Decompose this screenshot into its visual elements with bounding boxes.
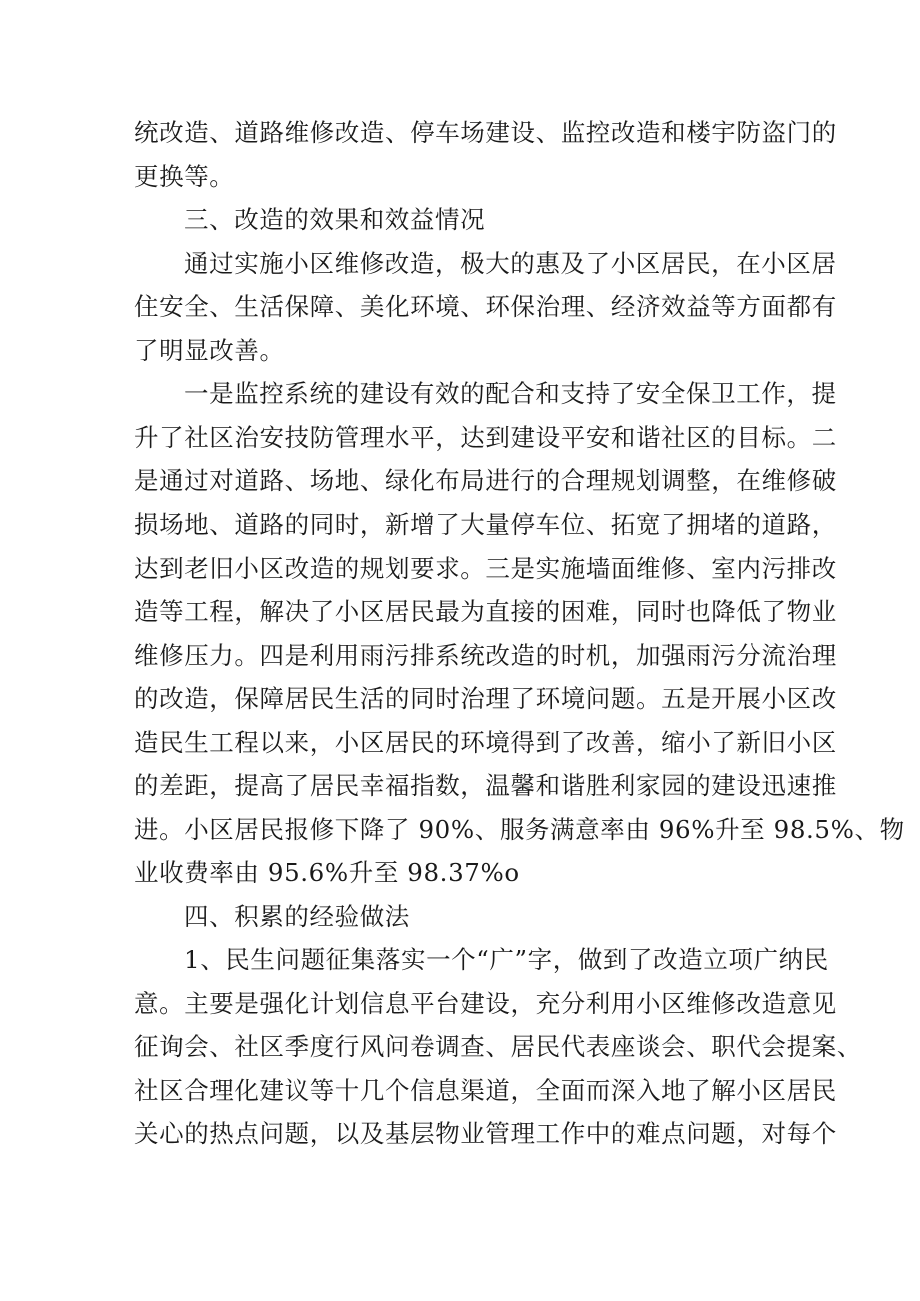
text-line: 统改造、道路维修改造、停车场建设、监控改造和楼宇防盗门的 bbox=[134, 118, 837, 147]
text-line: 造等工程，解决了小区居民最为直接的困难，同时也降低了物业 bbox=[134, 597, 837, 626]
text-line: 通过实施小区维修改造，极大的惠及了小区居民，在小区居 bbox=[184, 249, 837, 278]
text-line: 的改造，保障居民生活的同时治理了环境问题。五是开展小区改 bbox=[134, 684, 837, 713]
text-line: 1、民生问题征集落实一个“广”字，做到了改造立项广纳民 bbox=[184, 945, 829, 974]
text-line: 维修压力。四是利用雨污排系统改造的时机，加强雨污分流治理 bbox=[134, 641, 837, 670]
text-line: 住安全、生活保障、美化环境、环保治理、经济效益等方面都有 bbox=[134, 292, 837, 321]
text-line: 达到老旧小区改造的规划要求。三是实施墙面维修、室内污排改 bbox=[134, 554, 837, 583]
text-line: 造民生工程以来，小区居民的环境得到了改善，缩小了新旧小区 bbox=[134, 728, 837, 757]
text-line: 更换等。 bbox=[134, 162, 235, 191]
text-line: 一是监控系统的建设有效的配合和支持了安全保卫工作，提 bbox=[184, 379, 837, 408]
text-line: 意。主要是强化计划信息平台建设，充分利用小区维修改造意见 bbox=[134, 989, 837, 1018]
text-line: 进。小区居民报修下降了 90%、服务满意率由 96%升至 98.5%、物 bbox=[134, 815, 905, 844]
text-line: 升了社区治安技防管理水平，达到建设平安和谐社区的目标。二 bbox=[134, 423, 837, 452]
text-line: 是通过对道路、场地、绿化布局进行的合理规划调整，在维修破 bbox=[134, 466, 837, 495]
text-line: 的差距，提高了居民幸福指数，温馨和谐胜利家园的建设迅速推 bbox=[134, 771, 837, 800]
section-heading: 四、积累的经验做法 bbox=[184, 902, 410, 931]
text-line: 业收费率由 95.6%升至 98.37%o bbox=[134, 858, 520, 887]
text-line: 关心的热点问题，以及基层物业管理工作中的难点问题，对每个 bbox=[134, 1119, 837, 1148]
text-line: 损场地、道路的同时，新增了大量停车位、拓宽了拥堵的道路， bbox=[134, 510, 837, 539]
section-heading: 三、改造的效果和效益情况 bbox=[184, 205, 486, 234]
text-line: 了明显改善。 bbox=[134, 336, 285, 365]
text-line: 征询会、社区季度行风问卷调查、居民代表座谈会、职代会提案、 bbox=[134, 1032, 862, 1061]
text-line: 社区合理化建议等十几个信息渠道，全面而深入地了解小区居民 bbox=[134, 1076, 837, 1105]
